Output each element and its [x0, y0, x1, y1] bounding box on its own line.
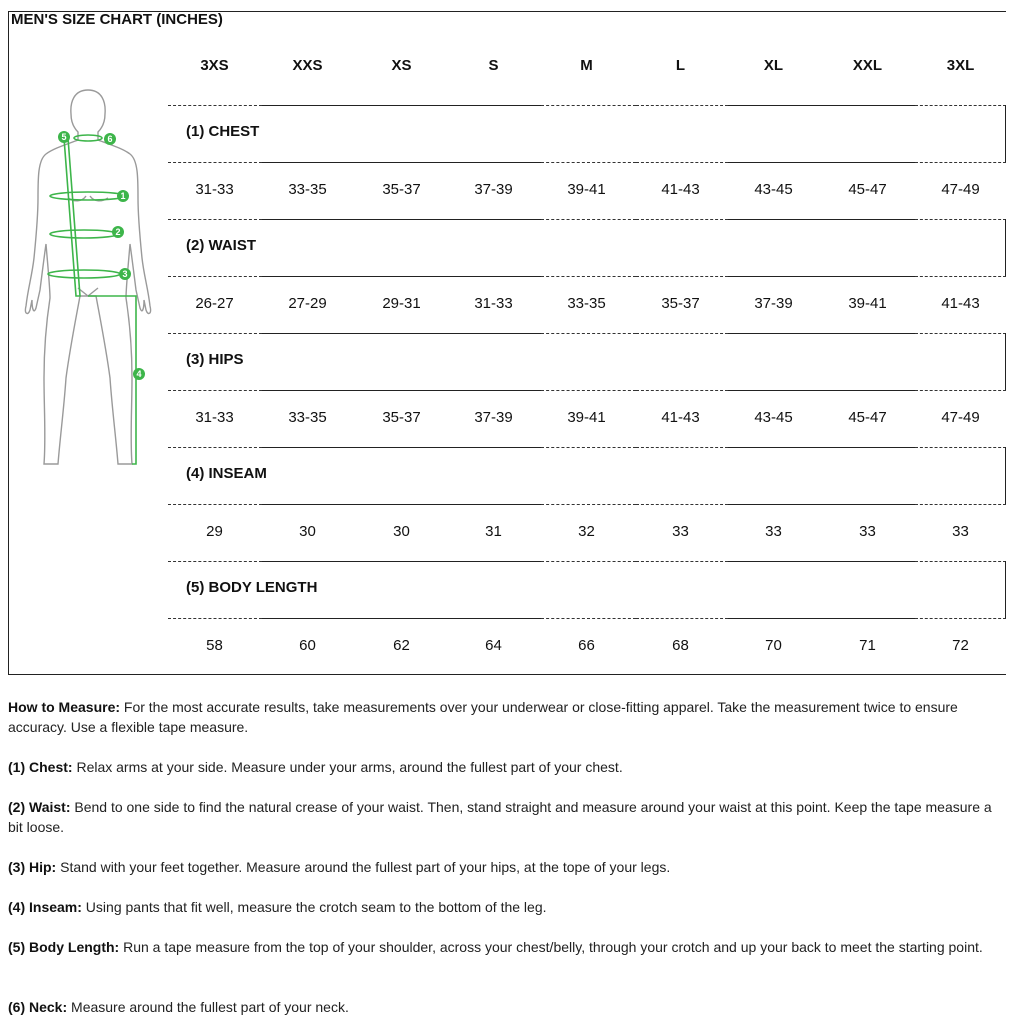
instruction-text: For the most accurate results, take measurements over your underwear or close-fitting apparel. Take the measurement twice to ensure accuracy. Use a flexible tape measure. — [8, 699, 958, 735]
size-value-cell: 70 — [765, 637, 782, 654]
svg-text:2: 2 — [115, 227, 121, 237]
size-header-3xs: 3XS — [200, 57, 229, 74]
svg-text:4: 4 — [136, 369, 142, 379]
svg-text:5: 5 — [61, 132, 67, 142]
instruction-text: Run a tape measure from the top of your shoulder, across your chest/belly, through your crotch and up your back to meet the starting point. — [119, 939, 983, 955]
instruction-paragraph — [8, 857, 1008, 877]
measurement-label-row — [168, 105, 1006, 162]
size-value-cell: 33 — [672, 523, 689, 540]
instruction-text: Stand with your feet together. Measure around the fullest part of your hips, at the tope of your legs. — [56, 859, 671, 875]
size-value-cell: 35-37 — [382, 409, 421, 426]
measurement-label-row — [168, 333, 1006, 390]
measurement-values-row — [160, 276, 1006, 333]
size-value-cell: 41-43 — [661, 181, 700, 198]
instruction-paragraph — [8, 797, 1008, 837]
size-value-cell: 33-35 — [567, 295, 606, 312]
instruction-text: Relax arms at your side. Measure under your arms, around the fullest part of your chest. — [72, 759, 623, 775]
size-value-cell: 33-35 — [288, 409, 327, 426]
size-value-cell: 47-49 — [941, 181, 980, 198]
instruction-term: (5) Body Length: — [8, 939, 120, 955]
measurement-label-row — [168, 219, 1006, 276]
size-value-cell: 35-37 — [661, 295, 700, 312]
instruction-paragraph — [8, 757, 1008, 777]
instruction-text: Using pants that fit well, measure the crotch seam to the bottom of the leg. — [81, 899, 547, 915]
size-value-cell: 35-37 — [382, 181, 421, 198]
size-value-cell: 68 — [672, 637, 689, 654]
size-value-cell: 58 — [206, 637, 223, 654]
size-value-cell: 32 — [578, 523, 595, 540]
size-value-cell: 33-35 — [288, 181, 327, 198]
measurement-values-row — [160, 618, 1006, 675]
chart-title: MEN'S SIZE CHART (INCHES) — [11, 11, 223, 28]
size-header-m: M — [580, 57, 593, 74]
instruction-paragraph — [8, 697, 1008, 737]
size-value-cell: 29 — [206, 523, 223, 540]
measurement-label: (5) BODY LENGTH — [186, 579, 318, 596]
size-value-cell: 31-33 — [195, 181, 234, 198]
measurement-label: (4) INSEAM — [186, 465, 267, 482]
instruction-term: (4) Inseam: — [8, 899, 82, 915]
size-value-cell: 39-41 — [567, 409, 606, 426]
measurement-values-row — [160, 162, 1006, 219]
marker-5-icon — [58, 131, 70, 143]
size-header-3xl: 3XL — [946, 57, 975, 74]
measurement-label-row — [168, 447, 1006, 504]
size-header-xs: XS — [391, 57, 412, 74]
svg-text:3: 3 — [122, 269, 128, 279]
instruction-paragraph — [8, 937, 1008, 957]
size-value-cell: 27-29 — [288, 295, 327, 312]
size-value-cell: 26-27 — [195, 295, 234, 312]
size-value-cell: 37-39 — [474, 409, 513, 426]
marker-2-icon — [112, 226, 124, 238]
measurement-values-row — [160, 390, 1006, 447]
size-value-cell: 33 — [765, 523, 782, 540]
marker-1-icon — [117, 190, 129, 202]
size-value-cell: 33 — [859, 523, 876, 540]
size-header-row — [160, 57, 1006, 97]
size-value-cell: 37-39 — [754, 295, 793, 312]
size-header-xl: XL — [763, 57, 784, 74]
marker-3-icon — [119, 268, 131, 280]
instruction-text: Bend to one side to find the natural crease of your waist. Then, stand straight and measure around your waist at this point. Keep the tape measure a bit loose. — [8, 799, 992, 835]
size-value-cell: 39-41 — [848, 295, 887, 312]
size-value-cell: 43-45 — [754, 409, 793, 426]
instruction-term: How to Measure: — [8, 699, 121, 715]
size-value-cell: 64 — [485, 637, 502, 654]
svg-text:6: 6 — [107, 134, 113, 144]
size-value-cell: 47-49 — [941, 409, 980, 426]
size-value-cell: 71 — [859, 637, 876, 654]
size-header-l: L — [675, 57, 686, 74]
size-value-cell: 62 — [393, 637, 410, 654]
instruction-paragraph — [8, 997, 1008, 1017]
measurement-label: (1) CHEST — [186, 123, 260, 140]
instruction-term: (2) Waist: — [8, 799, 71, 815]
instruction-text: Measure around the fullest part of your neck. — [67, 999, 349, 1015]
size-header-xxl: XXL — [852, 57, 883, 74]
svg-text:1: 1 — [120, 191, 126, 201]
measurement-label: (3) HIPS — [186, 351, 244, 368]
size-value-cell: 66 — [578, 637, 595, 654]
instruction-term: (1) Chest: — [8, 759, 73, 775]
size-value-cell: 45-47 — [848, 181, 887, 198]
size-value-cell: 41-43 — [661, 409, 700, 426]
instruction-term: (3) Hip: — [8, 859, 57, 875]
measurement-values-row — [160, 504, 1006, 561]
size-value-cell: 43-45 — [754, 181, 793, 198]
size-value-cell: 30 — [299, 523, 316, 540]
size-value-cell: 30 — [393, 523, 410, 540]
size-value-cell: 31 — [485, 523, 502, 540]
size-value-cell: 33 — [952, 523, 969, 540]
marker-4-icon — [133, 368, 145, 380]
body-measurement-figure — [18, 78, 158, 470]
size-value-cell: 31-33 — [195, 409, 234, 426]
size-value-cell: 72 — [952, 637, 969, 654]
size-value-cell: 39-41 — [567, 181, 606, 198]
body-outline — [25, 90, 150, 464]
measurement-lines — [48, 135, 136, 464]
measurement-label-row — [168, 561, 1006, 618]
size-value-cell: 31-33 — [474, 295, 513, 312]
size-header-xxs: XXS — [292, 57, 323, 74]
marker-6-icon — [104, 133, 116, 145]
instruction-term: (6) Neck: — [8, 999, 68, 1015]
size-value-cell: 41-43 — [941, 295, 980, 312]
instruction-paragraph — [8, 897, 1008, 917]
size-header-s: S — [488, 57, 499, 74]
size-value-cell: 29-31 — [382, 295, 421, 312]
size-value-cell: 60 — [299, 637, 316, 654]
size-value-cell: 45-47 — [848, 409, 887, 426]
measurement-label: (2) WAIST — [186, 237, 256, 254]
size-value-cell: 37-39 — [474, 181, 513, 198]
